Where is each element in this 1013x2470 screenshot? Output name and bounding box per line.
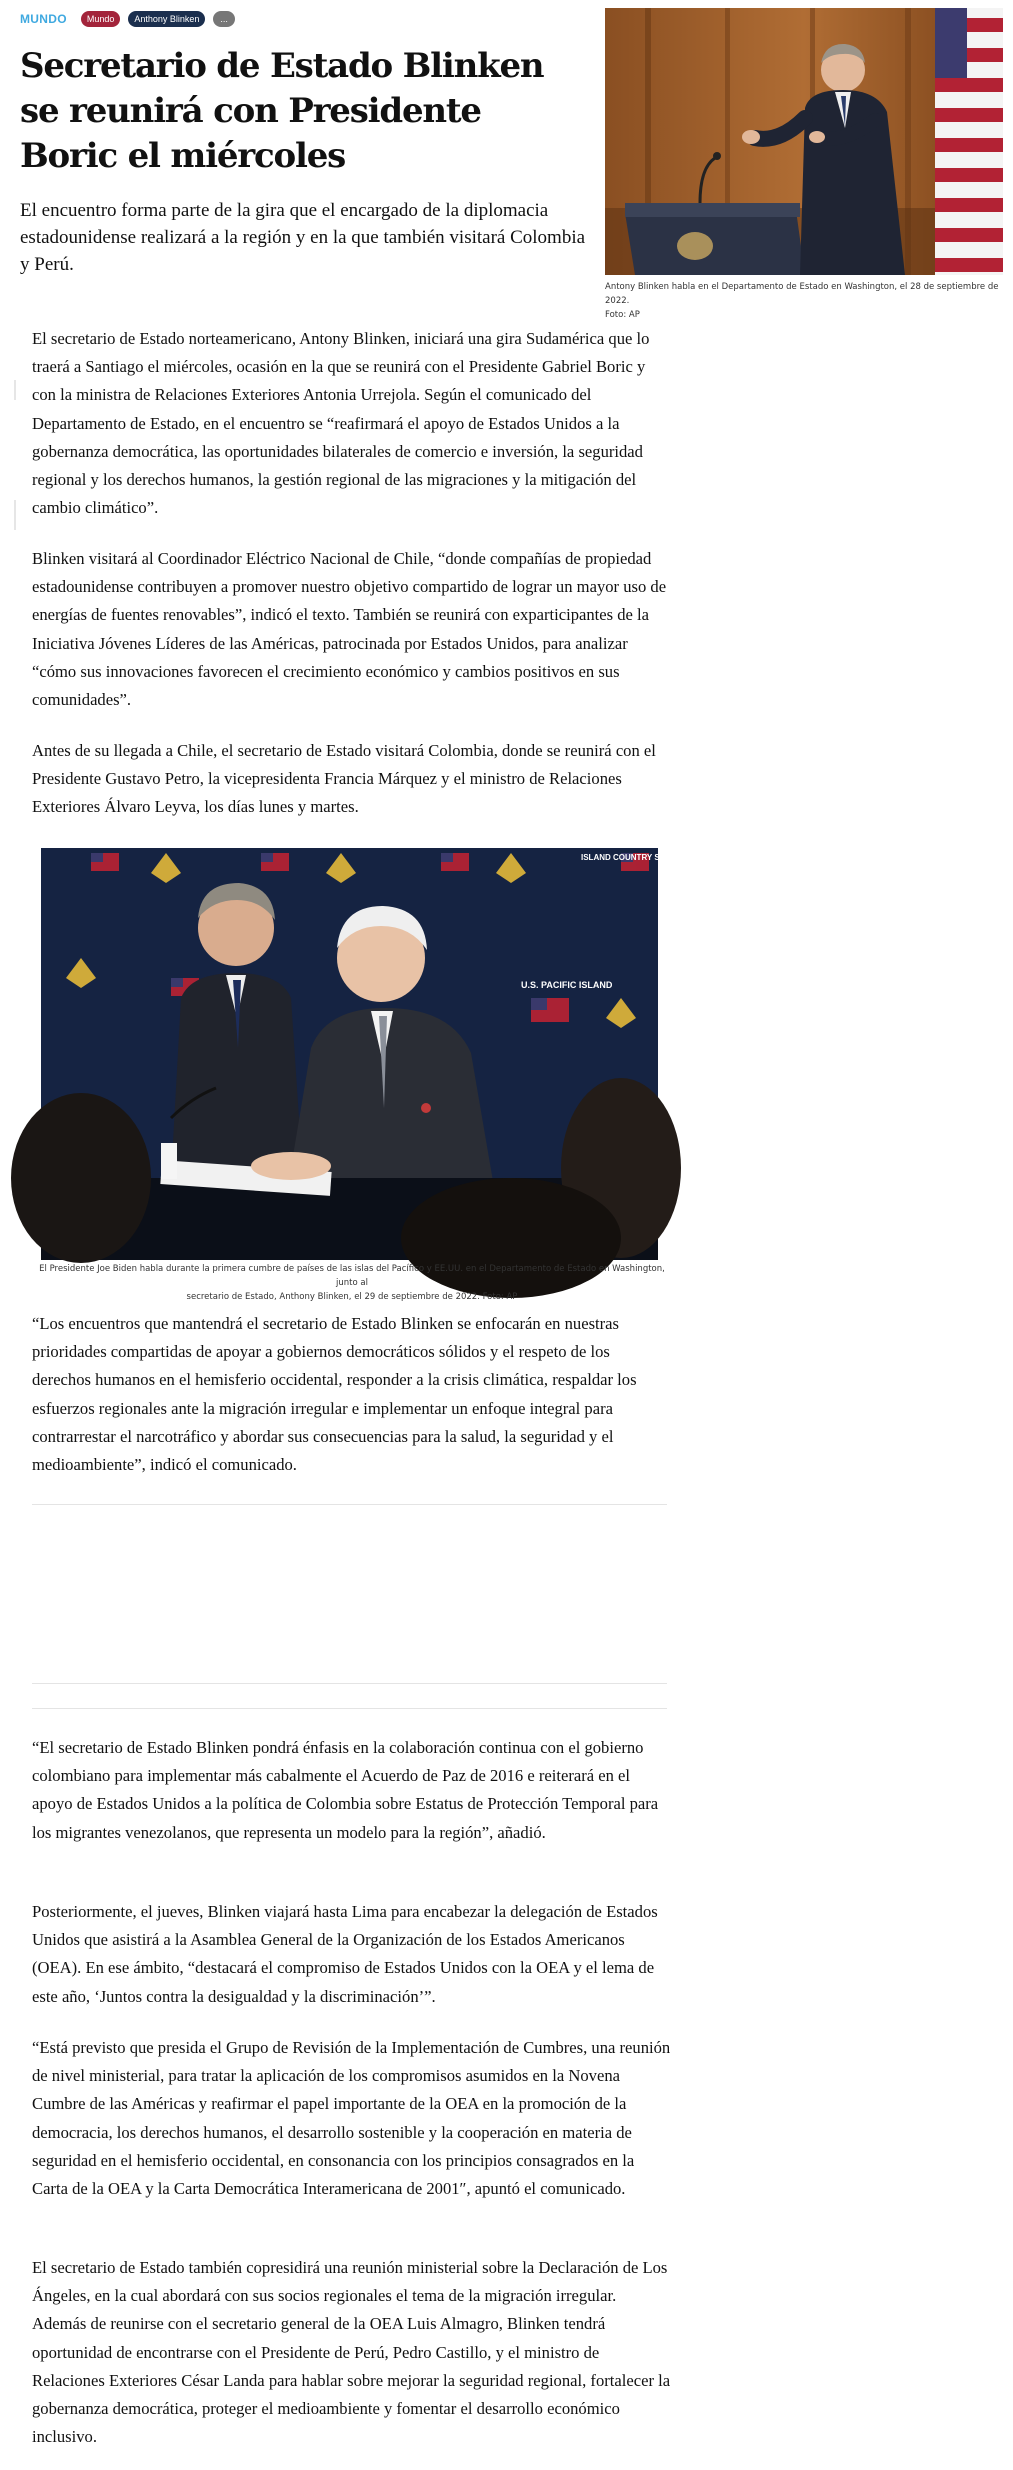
- paragraph-7: “Está previsto que presida el Grupo de Revisión de la Implementación de Cumbres, una reunión de nivel ministerial, para tratar la aplicación de los compromisos asumidos en la Novena Cumbre de las Américas y reafirmar el papel importante de la OEA en la promoción de la democracia, los derechos humanos, el desarrollo sostenible y la cooperación en materia de seguridad en el hemisferio occidental, en consonancia con los principios consagrados en la Carta de la OEA y la Carta Democrática Interamericana de 2001″, apuntó el comunicado.: [32, 2038, 671, 2199]
- paragraph-5: “El secretario de Estado Blinken pondrá énfasis en la colaboración continua con el gobierno colombiano para implementar más cabalmente el Acuerdo de Paz de 2016 e reiterará en el apoyo de Estados Unidos a la política de Colombia sobre Estatus de Protección Temporal para los migrantes venezolanos, que representa un modelo para la región”, añadió.: [32, 1738, 659, 1842]
- paragraph-6: Posteriormente, el jueves, Blinken viajará hasta Lima para encabezar la delegación de Estados Unidos que asistirá a la Asamblea General de la Organización de los Estados Americanos (OEA). En ese ámbito, “destacará el compromiso de Estados Unidos con la OEA y el lema de este año, ‘Juntos contra la desigualdad y la discriminación’”.: [32, 1902, 658, 2006]
- hero-caption-credit: Foto: AP: [605, 310, 640, 320]
- paragraph-2: Blinken visitará al Coordinador Eléctrico Nacional de Chile, “donde compañías de propiedad estadounidense contribuyen a promover nuestro objetivo compartido de lograr un mayor uso de energías de fuentes renovables”, indicó el texto. También se reunirá con exparticipantes de la Iniciativa Jóvenes Líderes de las Américas, patrocinada por Estados Unidos, para analizar “cómo sus innovaciones favorecen el crecimiento económico y cambios positivos en sus comunidades”.: [32, 549, 667, 710]
- body-caption-line-2: secretario de Estado, Anthony Blinken, el 29 de septiembre de 2022. Foto: AP: [186, 1292, 518, 1302]
- hero-photo: [605, 8, 1003, 275]
- body-photo-illustration: [41, 848, 686, 1260]
- paragraph-8: El secretario de Estado también copresidirá una reunión ministerial sobre la Declaración de Los Ángeles, en la cual abordará con sus socios regionales el tema de la migración irregular. Además de reunirse con el secretario general de la OEA Luis Almagro, Blinken tendrá oportunidad de encontrarse con el Presidente de Perú, Pedro Castillo, y el ministro de Relaciones Exteriores César Landa para hablar sobre mejorar la seguridad regional, fortalecer la gobernanza democrática, proteger el medioambiente y fomentar el desarrollo económico inclusivo.: [32, 2258, 671, 2447]
- headline: Secretario de Estado Blinken se reunirá con Presidente Boric el miércoles: [20, 46, 544, 176]
- body-photo-caption: [32, 1262, 672, 1304]
- side-mark: [14, 380, 16, 400]
- backdrop-text: ISLAND COUNTRY SUMMIT: [581, 853, 686, 862]
- hero-caption: [605, 280, 1005, 322]
- section-tags: [20, 11, 235, 27]
- paragraph-4: “Los encuentros que mantendrá el secretario de Estado Blinken se enfocarán en nuestras prioridades compartidas de apoyar a gobiernos democráticos sólidos y el respeto de los derechos humanos en el hemisferio occidental, responder a la crisis climática, respaldar los esfuerzos regionales ante la migración irregular e implementar un enfoque integral para contrarrestar el narcotráfico y abordar sus consecuencias para la salud, la seguridad y el medioambiente”, indicó el comunicado.: [32, 1314, 637, 1475]
- divider: [32, 1504, 667, 1505]
- tag-anthony-blinken[interactable]: Anthony Blinken: [128, 11, 205, 27]
- side-mark: [14, 500, 16, 530]
- paragraph-1: El secretario de Estado norteamericano, Antony Blinken, iniciará una gira Sudamérica que lo traerá a Santiago el miércoles, ocasión en la que se reunirá con el Presidente Gabriel Boric y con la ministra de Relaciones Exteriores Antonia Urrejola. Según el comunicado del Departamento de Estado, en el encuentro se “reafirmará el apoyo de Estados Unidos a la gobernanza democrática, las oportunidades bilaterales de comercio e inversión, la seguridad regional y los derechos humanos, la gestión regional de las migraciones y la mitigación del cambio climático”.: [32, 329, 650, 518]
- divider: [32, 1683, 667, 1684]
- divider: [32, 1708, 667, 1709]
- section-label[interactable]: MUNDO: [20, 12, 67, 26]
- body-photo: [41, 848, 686, 1260]
- hero-photo-illustration: [605, 8, 1003, 275]
- more-tags-button[interactable]: ...: [213, 11, 235, 27]
- paragraph-3: Antes de su llegada a Chile, el secretario de Estado visitará Colombia, donde se reunirá con el Presidente Gustavo Petro, la vicepresidenta Francia Márquez y el ministro de Relaciones Exteriores Álvaro Leyva, los días lunes y martes.: [32, 741, 656, 817]
- hero-caption-text: Antony Blinken habla en el Departamento de Estado en Washington, el 28 de septiembre de 2022.: [605, 282, 999, 306]
- lede: El encuentro forma parte de la gira que el encargado de la diplomacia estadounidense realizará a la región y en la que también visitará Colombia y Perú.: [20, 200, 586, 275]
- backdrop-text-2: U.S. PACIFIC ISLAND: [521, 980, 613, 990]
- body-caption-line-1: El Presidente Joe Biden habla durante la primera cumbre de países de las islas del Pacífico y EE.UU. en el Departamento de Estado en Washington, junto al: [39, 1264, 665, 1288]
- tag-mundo[interactable]: Mundo: [81, 11, 121, 27]
